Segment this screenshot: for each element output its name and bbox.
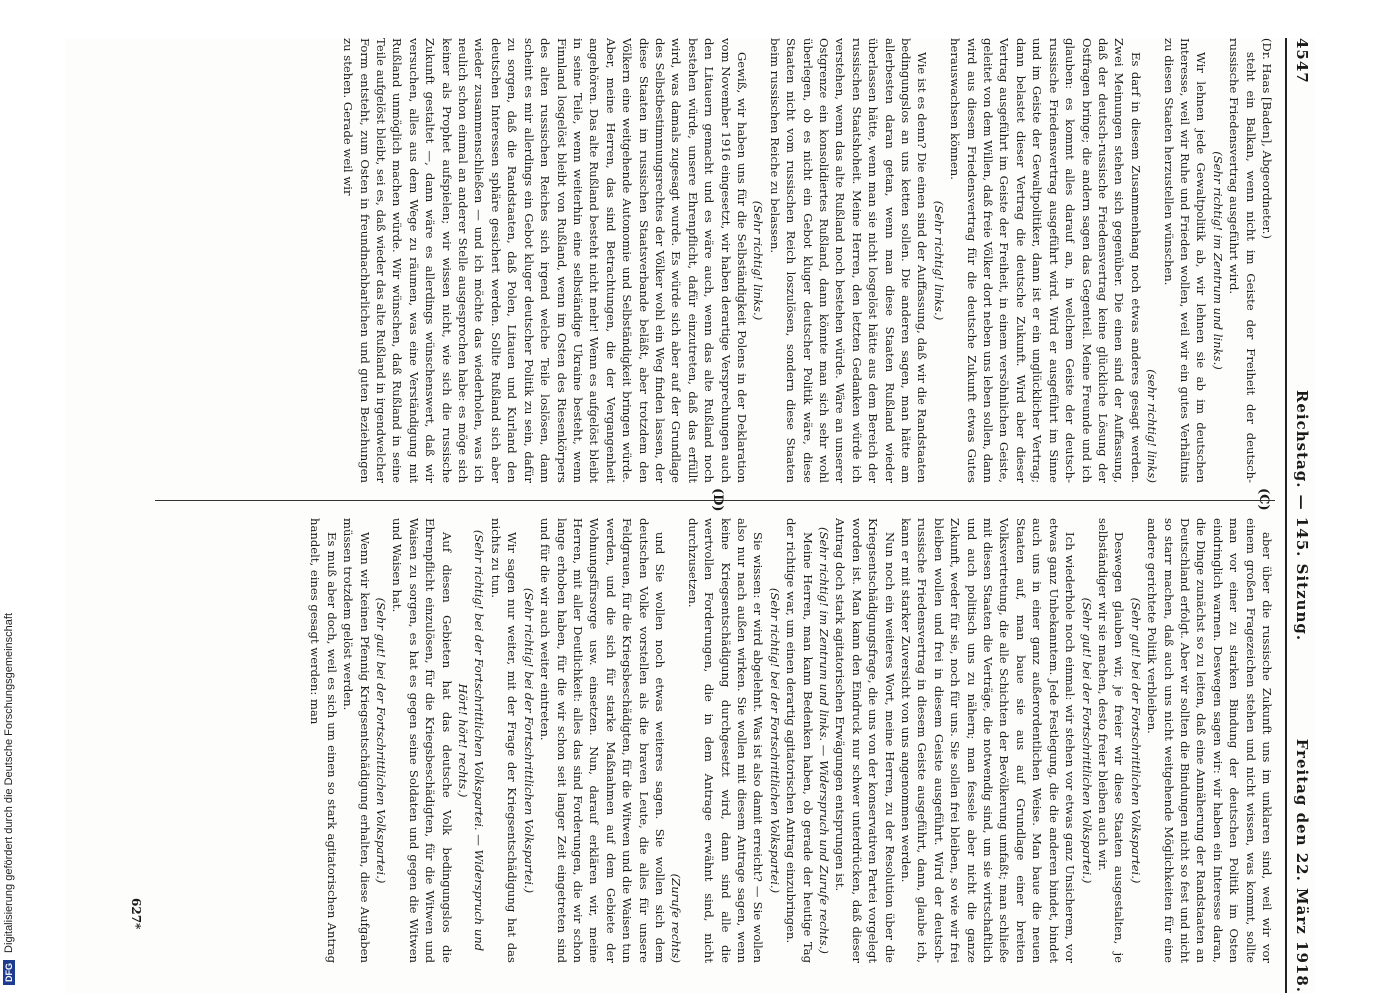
margin-marker-d: (D) [710, 488, 725, 512]
interjection: (Sehr gut! bei der Fortschrittlichen Volkspartei.) [1128, 597, 1143, 884]
interjection: (Sehr richtig! bei der Fortschrittlichen Volkspartei. — Widerspruch und Hört! hört! rechts.) [456, 529, 487, 952]
paragraph: Wir lehnen jede Gewaltpolitik ab, wir lehnen sie ab im deutschen Interesse, weil wir Ruhe und Frieden wollen, weil wir ein gutes Verhältnis zu diesen Staaten herzustellen wünschen. [1161, 38, 1209, 483]
interjection: (Sehr richtig! bei der Fortschrittlichen Volkspartei.) [521, 587, 536, 894]
credit-strip [0, 0, 20, 1000]
paragraph: Wir sagen nur weiter, mit der Frage der Kriegsentschädigung hat das nichts zu tun. [488, 518, 520, 963]
paragraph: Auf diesen Gebieten hat das deutsche Volk bedingungslos die Ehrenpflicht einzulösen, für die Kriegsbeschädigten, für die Witwen und Waisen zu sorgen, es hat es gegen seine Soldaten und gegen die Witwen und Waisen hat. [390, 518, 454, 963]
speaker-line: (Dr. Haas [Baden], Abgeordneter.) [1260, 38, 1274, 239]
page-number: 4547 [1293, 38, 1311, 84]
paragraph: Ich wiederhole noch einmal: wir stehen vor etwas ganz Unsicherem, vor etwas ganz Unbekanntem. Jede Festlegung, die die anderen bindet, bindet auch uns in einer ganz außerordentlichen Weise. Man baue die neuen Staaten auf, man baue sie aus auf Grundlage einer breiten Volksvertretung, die alle Schichten der Bevölkerung umfaßt; man schließe mit diesen Staaten die Verträge, die notwendig sind, um sie wirtschaftlich und auch politisch uns zu nähern; man fessele aber nicht die ganze Zukunft, weder für sie, noch für uns. Sie sollen frei bleiben, so wie wir frei bleiben wollen und frei in diesem Geiste ausgeführt. Wird der deutsch-russische Friedensvertrag in diesem Geiste ausgeführt, dann, glaube ich, kann er mit starker Zuversicht von uns angenommen werden. [899, 518, 1078, 963]
paragraph: steht ein Balkan, wenn nicht im Geiste der Freiheit der deutsch-russische Friedensvertrag ausgeführt wird. [1227, 38, 1258, 483]
interjection: (Sehr richtig! links.) [931, 200, 946, 321]
interjection: (Sehr richtig! im Zentrum und links.) [1210, 151, 1225, 370]
paragraph: Es darf in diesem Zusammenhang noch etwas anderes gesagt werden. Zwei Meinungen stehen sich gegenüber. Die einen sind der Auffassung, daß der deutsch-russische Friedensvertrag keine glückliche Lösung der Ostfragen bringe; die andern sagen das Gegenteil. Meine Freunde und ich glauben: es kommt alles darauf an, in welchem Geiste der deutsch-russische Friedensvertrag ausgeführt wird. Wird er ausgeführt im Sinne und im Geiste der Gewaltpolitiker, dann ist er ein unglücklicher Vertrag; dann belastet dieser Vertrag die deutsche Zukunft. Wird aber dieser Vertrag ausgeführt im Geiste der Freiheit, in einem versöhnlichen Geiste, geleitet von dem Willen, daß freie Völker dort neben uns leben sollen, dann wird aus diesem Friedensvertrag für die deutsche Zukunft etwas Gutes herauswachsen können. [948, 38, 1143, 483]
interjection: (Sehr gut! bei der Fortschrittlichen Volkspartei.) [1079, 597, 1094, 884]
paragraph: und Sie wollen noch etwas weiteres sagen. Sie wollen sich dem deutschen Volke vorstellen als die braven Leute, die alles für unsere Feldgrauen, für die Kriegsbeschädigten, für die Witwen und die Waisen tun werden, und die sich für starke Maßnahmen auf dem Gebiete der Wohnungsfürsorge usw. einsetzen. Nun, darauf erklären wir, meine Herren, mit aller Deutlichkeit: alles das sind Forderungen, die wir schon lange erhoben haben, für die wir schon seit langer Zeit eingetreten sind und für die wir auch weiter eintreten. [538, 518, 667, 963]
interjection: (sehr richtig! links) [1145, 369, 1160, 483]
paragraph: Es muß aber doch, weil es sich um einen so stark agitatorischen Antrag handelt, eines gesagt werden: man [308, 518, 339, 963]
left-column [145, 38, 1275, 483]
paragraph: Nun noch ein weiteres Wort, meine Herren, zu der Resolution über die Kriegsentschädigungsfrage, die uns von der konservativen Partei vorgelegt worden ist. Man kann den Eindruck nur schwer unterdrücken, daß dieser Antrag doch stark agitatorischen Erwägungen entsprungen ist. [833, 518, 897, 963]
interjection: (Zurufe rechts) [669, 873, 684, 963]
page-header [1285, 38, 1315, 993]
session-title: Reichstag. — 145. Sitzung. [1293, 389, 1311, 642]
credit-text: Digitalisierung gefördert durch die Deutsche Forschungsgemeinschaft [3, 612, 15, 953]
paragraph: Gewiß, wir haben uns für die Selbständigkeit Polens in der Deklaration vom November 1916 eingesetzt, wir haben derartige Versprechungen auch den Litauern gemacht und es wäre auch, wenn das alte Rußland noch bestehen würde, unsere Ehrenpflicht, dafür einzutreten, daß das erfüllt wird, was damals zugesagt wurde. Es würde sich aber auf der Grundlage des Selbstbestimmungsrechtes der Völker wohl ein Weg finden lassen, der diese Staaten im russischen Staatsverbande beläßt, aber trotzdem den Völkern eine weitgehende Autonomie und Selbständigkeit bringen würde. Aber, meine Herren, das sind Betrachtungen, die der Vergangenheit angehören. Das alte Rußland besteht nicht mehr! Wenn es aufgelöst bleibt in seine Teile, wenn weiterhin eine selbständige Ukraine besteht, wenn Finnland losgelöst bleibt von Rußland, wenn im Osten des Riesenkörpers des alten russischen Reiches sich irgend welche Teile loslösen, dann scheint es mir allerdings ein Gebot kluger deutscher Politik zu sein, dafür zu sorgen, daß die Randstaaten, daß Polen, Litauen und Kurland den deutschen Interessen sphäre gesichert werden. Sollte Rußland sich aber wieder zusammenschließen — und ich möchte das wiederholen, was ich neulich schon einmal an anderer Stelle ausgesprochen habe: es möge sich keiner als Prophet aufspielen; wir wissen nicht, wie sich die russische Zukunft gestaltet —, dann wäre es allerdings wünschenswert, daß wir versuchen, alles aus dem Wege zu räumen, was eine Verständigung mit Rußland unmöglich machen würde. Wir wünschen, daß Rußland in seine Teile aufgelöst bleibt, sei es, daß wieder das alte Rußland in irgendwelcher Form entsteht, zum Osten in freundnachbarlichen und guten Beziehungen zu stehen. Gerade weil wir [341, 38, 749, 483]
paragraph: Meine Herren, man kann Bedenken haben, ob gerade der heutige Tag der richtige war, um einen derartig agitatorischen Antrag einzubringen. [784, 518, 815, 963]
paragraph: Sie wissen: er wird abgelehnt. Was ist also damit erreicht? — Sie wollen also nur nach außen wirken. Sie wollen mit diesem Antrage sagen, wenn keine Kriegsentschädigung durchgesetzt wird, dann sind alle die wertvollen Forderungen, die in dem Antrage erwähnt sind, nicht durchzusetzen. [685, 518, 766, 963]
interjection: (Sehr richtig! im Zentrum und links. — Widerspruch und Zurufe rechts.) [817, 527, 832, 954]
sheet-signature: 627* [129, 898, 143, 930]
header-rule [1285, 38, 1287, 993]
paragraph: aber über die russische Zukunft uns im unklaren sind, weil wir vor einem großen Fragezeichen stehen und nicht wissen, was kommt, sollte man vor einer zu starken Bindung der deutschen Politik im Osten eindringlich warnen. Deswegen sagen wir: wir haben ein Interesse daran, die Dinge zunächst so zu leiten, daß eine Annäherung der Randstaaten an Deutschland erfolgt. Aber wir sollten die Bindungen nicht so fest und nicht so starr machen, daß auch uns nicht weitgehende Möglichkeiten für eine andere gerichtete Politik verbleiben. [1145, 518, 1274, 963]
right-column [145, 518, 1275, 963]
paragraph: Wie ist es denn? Die einen sind der Auffassung, daß wir die Randstaaten bedingungslos an uns ketten sollen. Die anderen sagen, man hätte am allerbesten daran getan, wenn man diese Staaten Rußland wieder überlassen hätte, wenn man sie nicht losgelöst hätte aus dem Bereich der russischen Staatshoheit. Meine Herren, den letzten Gedanken würde ich verstehen, wenn das alte Rußland noch bestehen würde. Wäre an unserer Ostgrenze ein konsolidiertes Rußland, dann könnte man sich sehr wohl überlegen, ob es nicht ein Gebot kluger deutscher Politik wäre, diese Staaten nicht vom russischen Reich loszulösen, sondern diese Staaten beim russischen Reiche zu belassen. [767, 38, 930, 483]
margin-marker-c: (C) [1256, 488, 1271, 511]
session-date: Freitag den 22. März 1918. [1293, 738, 1311, 993]
interjection: (Sehr gut! bei der Fortschrittlichen Volkspartei.) [374, 597, 389, 884]
dfg-logo: DFG [3, 960, 15, 985]
interjection: (Sehr richtig! links.) [751, 200, 766, 321]
interjection: (Sehr richtig! bei der Fortschrittlichen Volkspartei.) [767, 587, 782, 894]
paragraph: Deswegen glauben wir, je freier wir diese Staaten ausgestalten, je selbständiger wir sie machen, desto freier bleiben auch wir. [1095, 518, 1127, 963]
paragraph: Wenn wir keinen Pfennig Kriegsentschädigung erhalten, diese Aufgaben müssen trotzdem gelöst werden. [341, 518, 372, 963]
document-page [65, 38, 1315, 993]
